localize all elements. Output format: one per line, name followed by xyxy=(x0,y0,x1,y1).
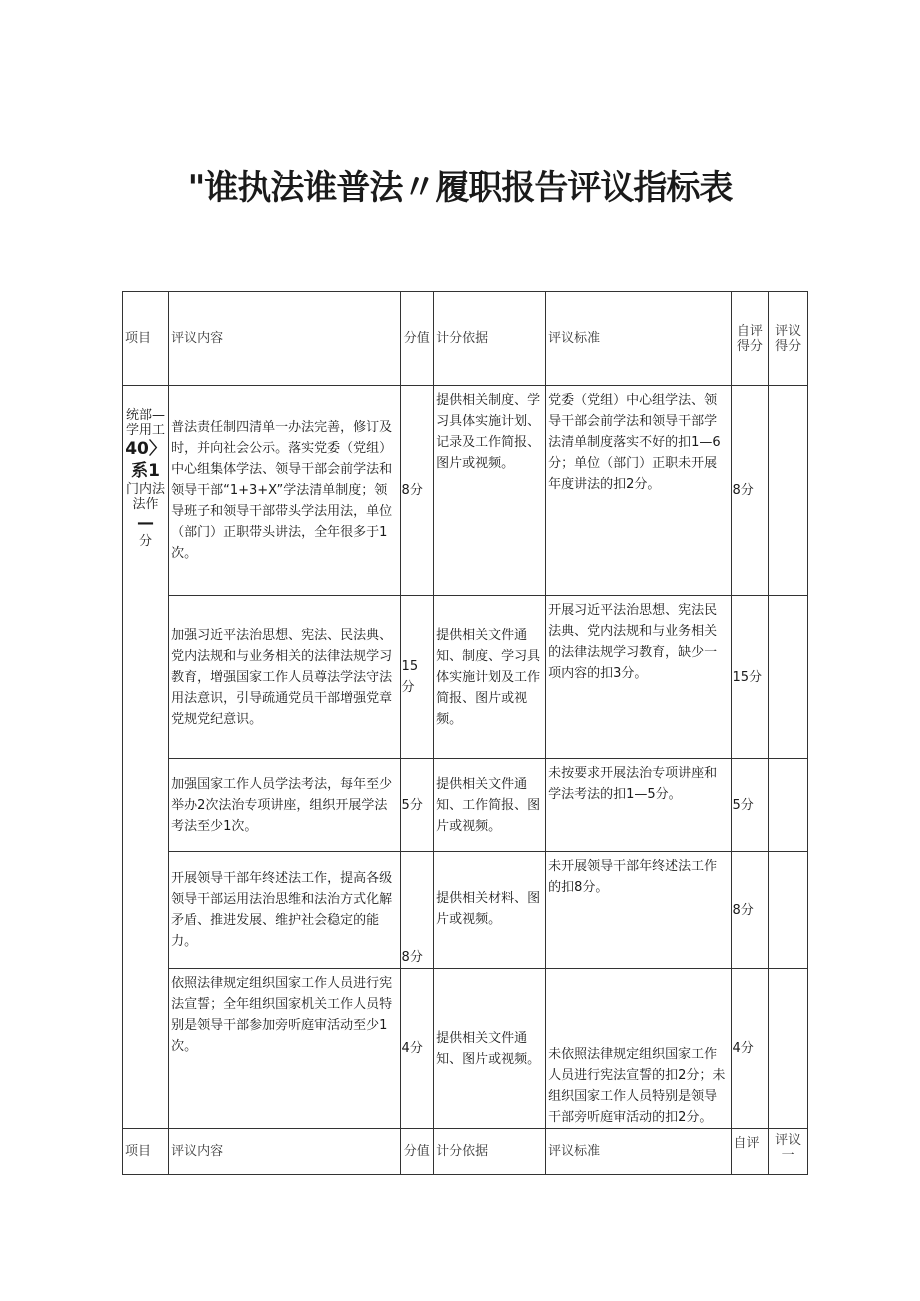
header-score: 分值 xyxy=(400,292,434,386)
table-footer-row xyxy=(123,1129,808,1175)
footer-standard: 评议标准 xyxy=(546,1129,731,1175)
category-part2: 40〉系1 xyxy=(125,439,166,481)
evaluation-table xyxy=(122,291,808,1175)
header-content: 评议内容 xyxy=(169,292,400,386)
row-basis: 提供相关材料、图片或视频。 xyxy=(434,852,546,969)
table-row xyxy=(123,759,808,852)
header-self-score: 自评得分 xyxy=(731,292,769,386)
category-part1: 统部—学用工 xyxy=(126,408,166,438)
footer-content: 评议内容 xyxy=(169,1129,400,1175)
header-project: 项目 xyxy=(123,292,169,386)
row-content: 加强国家工作人员学法考法，每年至少举办2次法治专项讲座，组织开展学法考法至少1次。 xyxy=(169,759,400,852)
row-basis: 提供相关制度、学习具体实施计划、记录及工作简报、图片或视频。 xyxy=(434,386,546,596)
row-score: 5分 xyxy=(400,759,434,852)
header-standard: 评议标准 xyxy=(546,292,731,386)
row-score: 4分 xyxy=(400,969,434,1129)
row-review-score xyxy=(769,759,808,852)
header-review-score: 评议得分 xyxy=(769,292,808,386)
footer-review-score: 评议一 xyxy=(769,1129,808,1175)
row-review-score xyxy=(769,852,808,969)
row-standard: 党委（党组）中心组学法、领导干部会前学法和领导干部学法清单制度落实不好的扣1—6分；单位（部门）正职未开展年度讲法的扣2分。 xyxy=(546,386,731,596)
row-content: 开展领导干部年终述法工作，提高各级领导干部运用法治思维和法治方式化解矛盾、推进发展、维护社会稳定的能力。 xyxy=(169,852,400,969)
row-basis: 提供相关文件通知、工作简报、图片或视频。 xyxy=(434,759,546,852)
document-title: "谁执法谁普法〃履职报告评议指标表 xyxy=(187,168,733,208)
footer-self-score: 自评 xyxy=(731,1129,769,1175)
category-part5: 分 xyxy=(139,534,153,549)
row-self-score: 15分 xyxy=(731,596,769,759)
table-row xyxy=(123,386,808,596)
table-row xyxy=(123,969,808,1129)
row-review-score xyxy=(769,969,808,1129)
row-content: 加强习近平法治思想、宪法、民法典、党内法规和与业务相关的法律法规学习教育，增强国家工作人员尊法学法守法用法意识，引导疏通党员干部增强党章党规党纪意识。 xyxy=(169,596,400,759)
row-review-score xyxy=(769,596,808,759)
table-row xyxy=(123,852,808,969)
category-part4: — xyxy=(137,513,155,533)
row-self-score: 4分 xyxy=(731,969,769,1129)
row-score: 8分 xyxy=(400,852,434,969)
row-self-score: 8分 xyxy=(731,386,769,596)
row-basis: 提供相关文件通知、制度、学习具体实施计划及工作简报、图片或视频。 xyxy=(434,596,546,759)
table-header-row xyxy=(123,292,808,386)
row-self-score: 8分 xyxy=(731,852,769,969)
header-basis: 计分依据 xyxy=(434,292,546,386)
row-self-score: 5分 xyxy=(731,759,769,852)
row-content: 普法责任制四清单一办法完善，修订及时，并向社会公示。落实党委（党组）中心组集体学法、领导干部会前学法和领导干部“1+3+X”学法清单制度；领导班子和领导干部带头学法用法，单位（部门）正职带头讲法，全年很多于1次。 xyxy=(169,386,400,596)
row-standard: 未开展领导干部年终述法工作的扣8分。 xyxy=(546,852,731,969)
row-score: 8分 xyxy=(400,386,434,596)
row-standard: 开展习近平法治思想、宪法民法典、党内法规和与业务相关的法律法规学习教育，缺少一项内容的扣3分。 xyxy=(546,596,731,759)
row-score: 15分 xyxy=(400,596,434,759)
row-content: 依照法律规定组织国家工作人员进行宪法宣誓；全年组织国家机关工作人员特别是领导干部参加旁听庭审活动至少1次。 xyxy=(169,969,400,1129)
table-row xyxy=(123,596,808,759)
row-standard: 未依照法律规定组织国家工作人员进行宪法宣誓的扣2分；未组织国家工作人员特别是领导干部旁听庭审活动的扣2分。 xyxy=(546,969,731,1129)
footer-basis: 计分依据 xyxy=(434,1129,546,1175)
footer-project: 项目 xyxy=(123,1129,169,1175)
footer-score: 分值 xyxy=(400,1129,434,1175)
row-standard: 未按要求开展法治专项讲座和学法考法的扣1—5分。 xyxy=(546,759,731,852)
category-cell xyxy=(123,386,169,1129)
row-basis: 提供相关文件通知、图片或视频。 xyxy=(434,969,546,1129)
row-review-score xyxy=(769,386,808,596)
category-part3: 门内法法作 xyxy=(126,482,166,512)
